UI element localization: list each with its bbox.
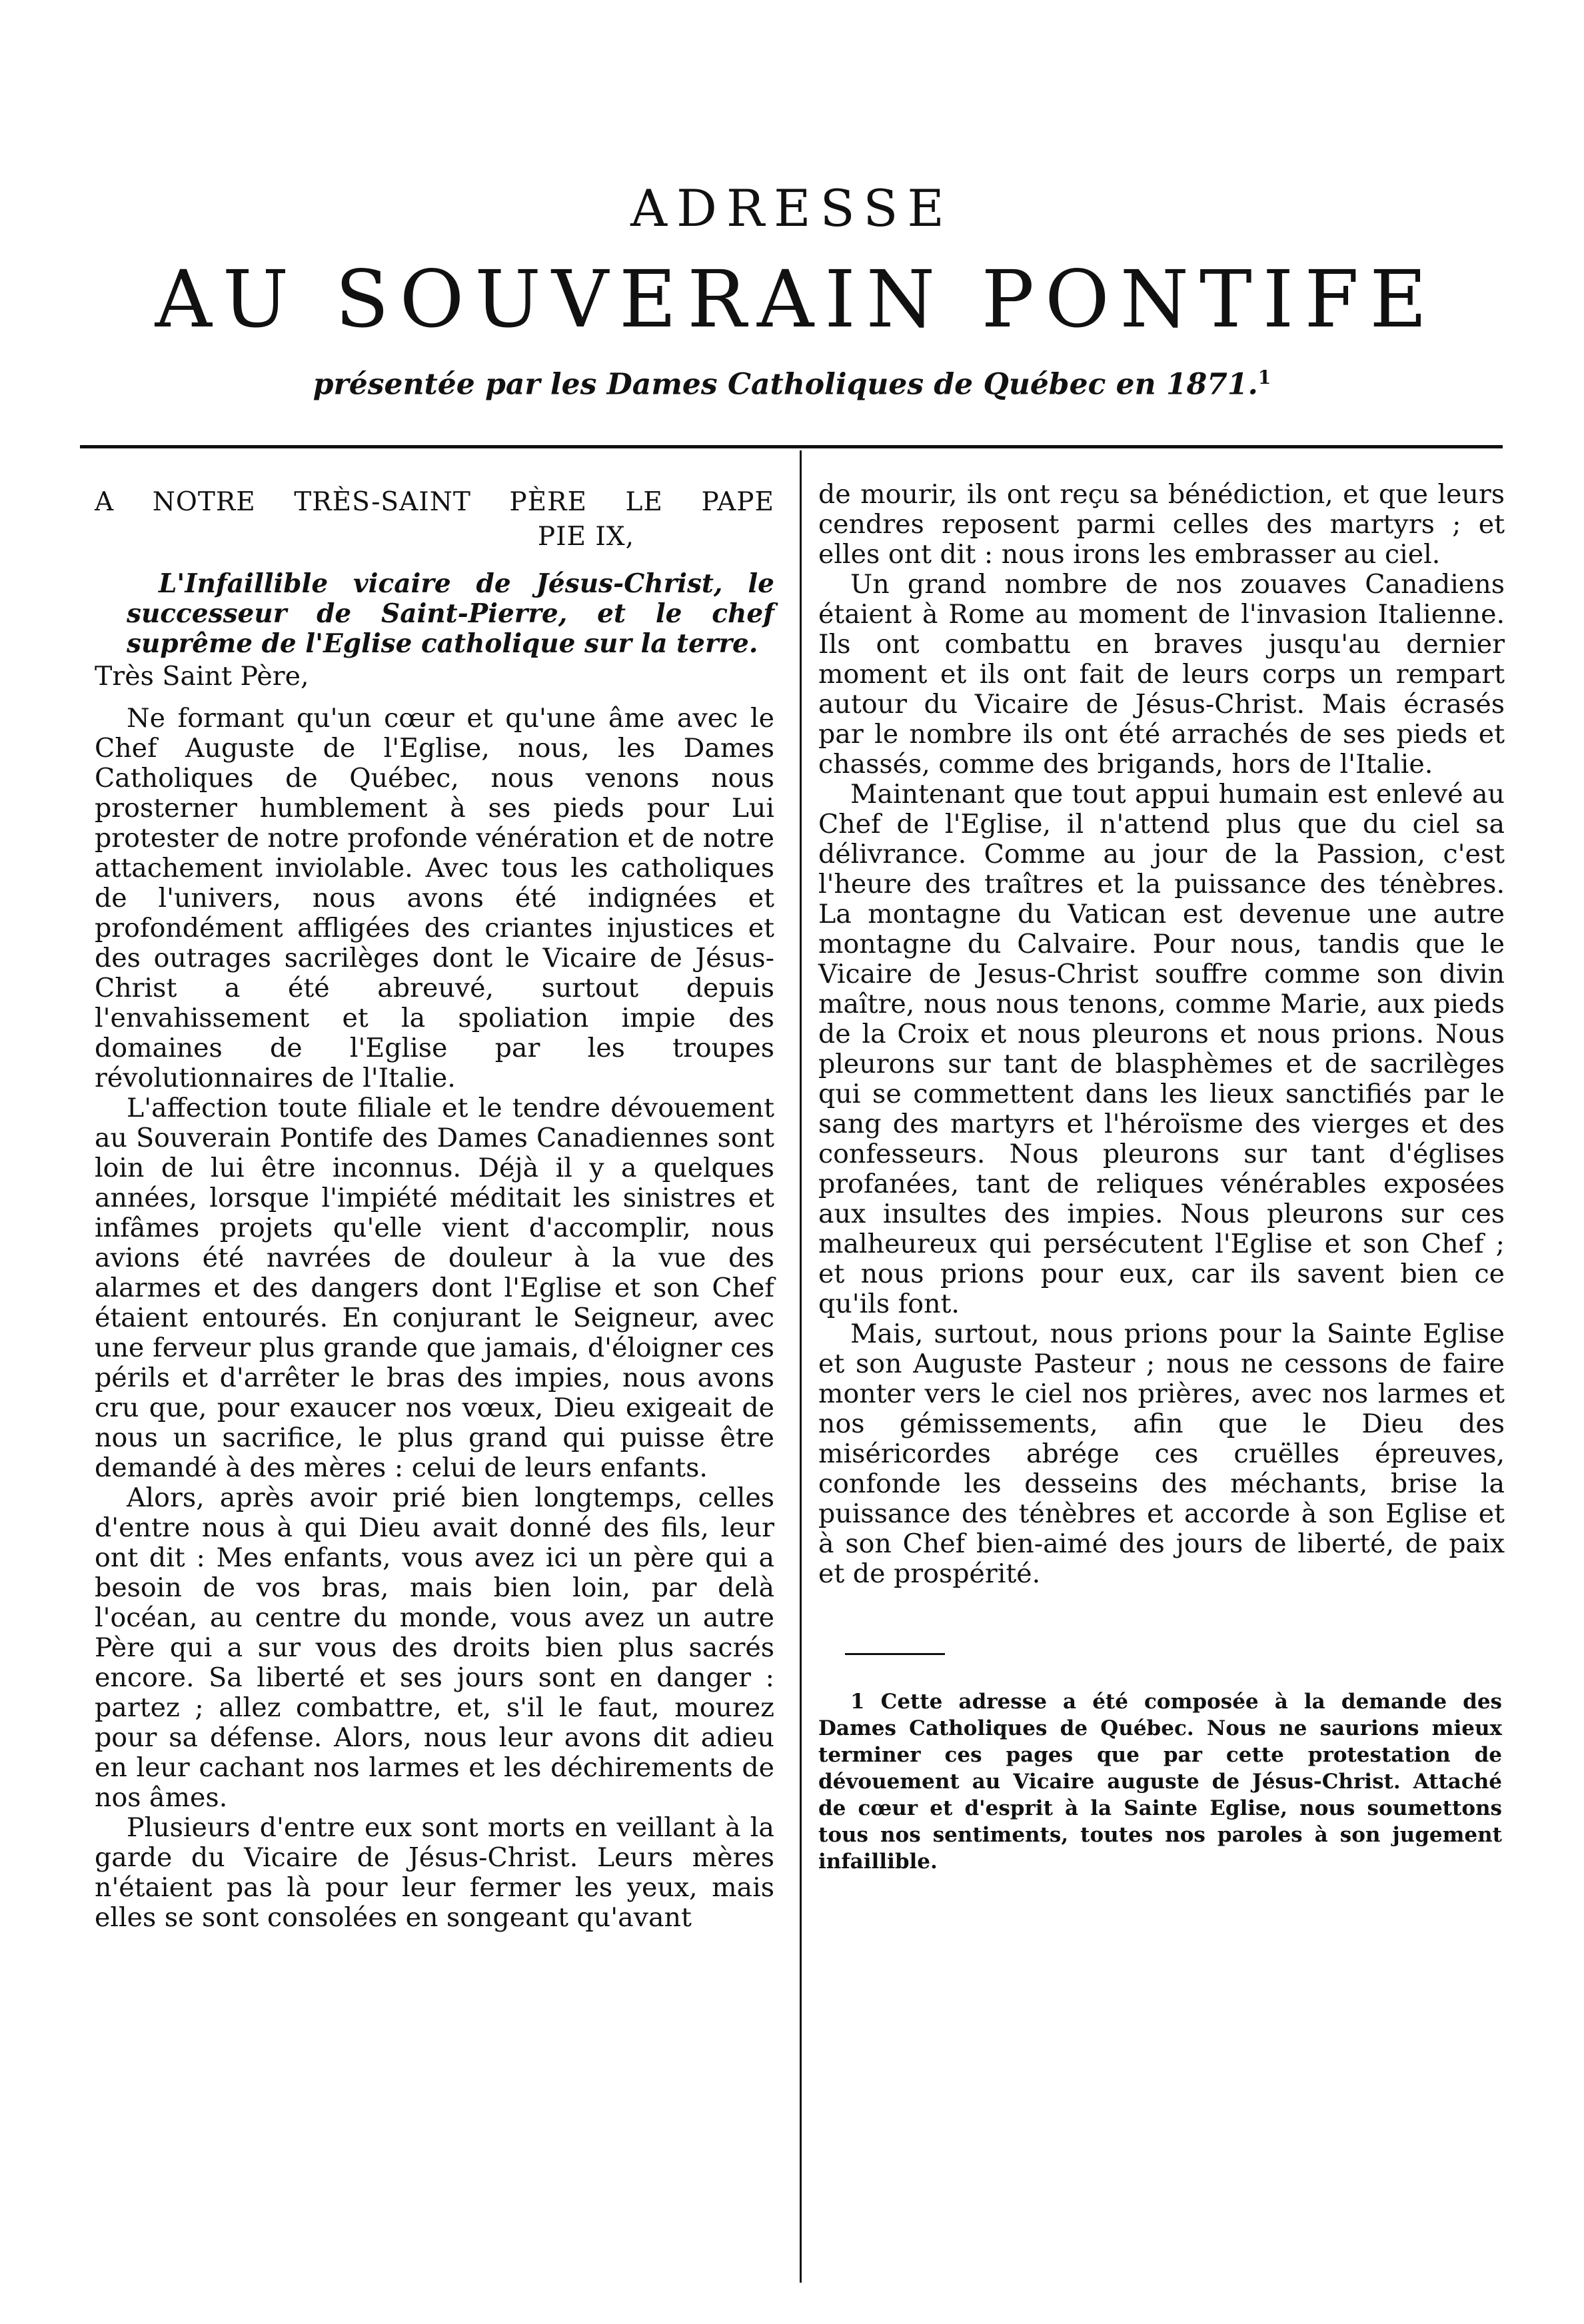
paragraph: Un grand nombre de nos zouaves Canadiens étaient à Rome au moment de l'invasion Italienne. Ils ont combattu en braves jusqu'au dernier moment et ils ont fait de leurs corps un rempart autour du Vicaire de Jésus-Christ. Mais écrasés par le nombre ils ont été arrachés de ses pieds et chassés, comme des brigands, hors de l'Italie. <box>818 569 1505 780</box>
paragraph: L'affection toute filiale et le tendre dévouement au Souverain Pontife des Dames Canadiennes sont loin de lui être inconnus. Déjà il y a quelques années, lorsque l'impiété méditait les sinistres et infâmes projets qu'elle vient d'accomplir, nous avions été navrées de douleur à la vue des alarmes et des dangers dont l'Eglise et son Chef étaient entourés. En conjurant le Seigneur, avec une ferveur plus grande que jamais, d'éloigner ces périls et d'arrêter le bras des impies, nous avons cru que, pour exaucer nos vœux, Dieu exigeait de nous un sacrifice, le plus grand qui puisse être demandé à des mères : celui de leurs enfants. <box>95 1093 774 1483</box>
right-column <box>818 480 1505 1875</box>
footnote: 1 Cette adresse a été composée à la demande des Dames Catholiques de Québec. Nous ne saurions mieux terminer ces pages que par cette protestation de dévouement au Vicaire auguste de Jésus-Christ. Attaché de cœur et d'esprit à la Sainte Eglise, nous soumettons tous nos sentiments, toutes nos paroles à son jugement infaillible. <box>818 1690 1502 1874</box>
header-rule <box>80 445 1503 448</box>
document-subtitle <box>0 368 1584 400</box>
address-heading <box>95 485 774 554</box>
paragraph: Maintenant que tout appui humain est enlevé au Chef de l'Eglise, il n'attend plus que du ciel sa délivrance. Comme au jour de la Passion, c'est l'heure des traîtres et la puissance des ténèbres. La montagne du Vatican est devenue une autre montagne du Calvaire. Pour nous, tandis que le Vicaire de Jesus-Christ souffre comme son divin maître, nous nous tenons, comme Marie, aux pieds de la Croix et nous pleurons et nous prions. Nous pleurons sur tant de blasphèmes et de sacrilèges qui se commettent dans les lieux sanctifiés par le sang des martyrs et l'héroïsme des vierges et des confesseurs. Nous pleurons sur tant d'églises profanées, tant de reliques vénérables exposées aux insultes des impies. Nous pleurons sur ces malheureux qui persécutent l'Eglise et son Chef ; et nous prions pour eux, car ils savent bien ce qu'ils font. <box>818 779 1505 1319</box>
paragraph: de mourir, ils ont reçu sa bénédiction, et que leurs cendres reposent parmi celles des martyrs ; et elles ont dit : nous irons les embrasser au ciel. <box>818 479 1505 570</box>
column-divider <box>800 450 802 2283</box>
paragraph: Alors, après avoir prié bien longtemps, celles d'entre nous à qui Dieu avait donné des fils, leur ont dit : Mes enfants, vous avez ici un père qui a besoin de vos bras, mais bien loin, par delà l'océan, au centre du monde, vous avez un autre Père qui a sur vous des droits bien plus sacrés encore. Sa liberté et ses jours sont en danger : partez ; allez combattre, et, s'il le faut, mourez pour sa défense. Alors, nous leur avons dit adieu en leur cachant nos larmes et les déchirements de nos âmes. <box>95 1482 774 1813</box>
document-kicker: ADRESSE <box>630 179 954 238</box>
footnote-rule <box>845 1653 945 1655</box>
subtitle-text: présentée par les Dames Catholiques de Québec en 1871. <box>313 367 1258 402</box>
address-heading-line2: PIE IX, <box>537 522 634 552</box>
dedication: L'Infaillible vicaire de Jésus-Christ, le successeur de Saint-Pierre, et le chef suprême de l'Eglise catholique sur la terre. <box>127 568 774 659</box>
left-column <box>95 480 774 1933</box>
paragraph: Ne formant qu'un cœur et qu'une âme avec le Chef Auguste de l'Eglise, nous, les Dames Catholiques de Québec, nous venons nous prosterner humblement à ses pieds pour Lui protester de notre profonde vénération et de notre attachement inviolable. Avec tous les catholiques de l'univers, nous avons été indignées et profondément affligées des criantes injustices et des outrages sacrilèges dont le Vicaire de Jésus-Christ a été abreuvé, surtout depuis l'envahissement et la spoliation impie des domaines de l'Eglise par les troupes révolutionnaires de l'Italie. <box>95 703 774 1093</box>
paragraph: Plusieurs d'entre eux sont morts en veillant à la garde du Vicaire de Jésus-Christ. Leurs mères n'étaient pas là pour leur fermer les yeux, mais elles se sont consolées en songeant qu'avant <box>95 1812 774 1933</box>
document-title: AU SOUVERAIN PONTIFE <box>155 253 1438 345</box>
footnote-marker: 1 <box>1257 366 1271 388</box>
salutation: Très Saint Père, <box>95 661 309 692</box>
paragraph: Mais, surtout, nous prions pour la Sainte Eglise et son Auguste Pasteur ; nous ne cessons de faire monter vers le ciel nos prières, avec nos larmes et nos gémissements, afin que le Dieu des miséricordes abrége ces cruëlles épreuves, confonde les desseins des méchants, brise la puissance des ténèbres et accorde à son Eglise et à son Chef bien-aimé des jours de liberté, de paix et de prospérité. <box>818 1319 1505 1589</box>
address-heading-line1: A NOTRE TRÈS-SAINT PÈRE LE PAPE <box>95 487 774 517</box>
